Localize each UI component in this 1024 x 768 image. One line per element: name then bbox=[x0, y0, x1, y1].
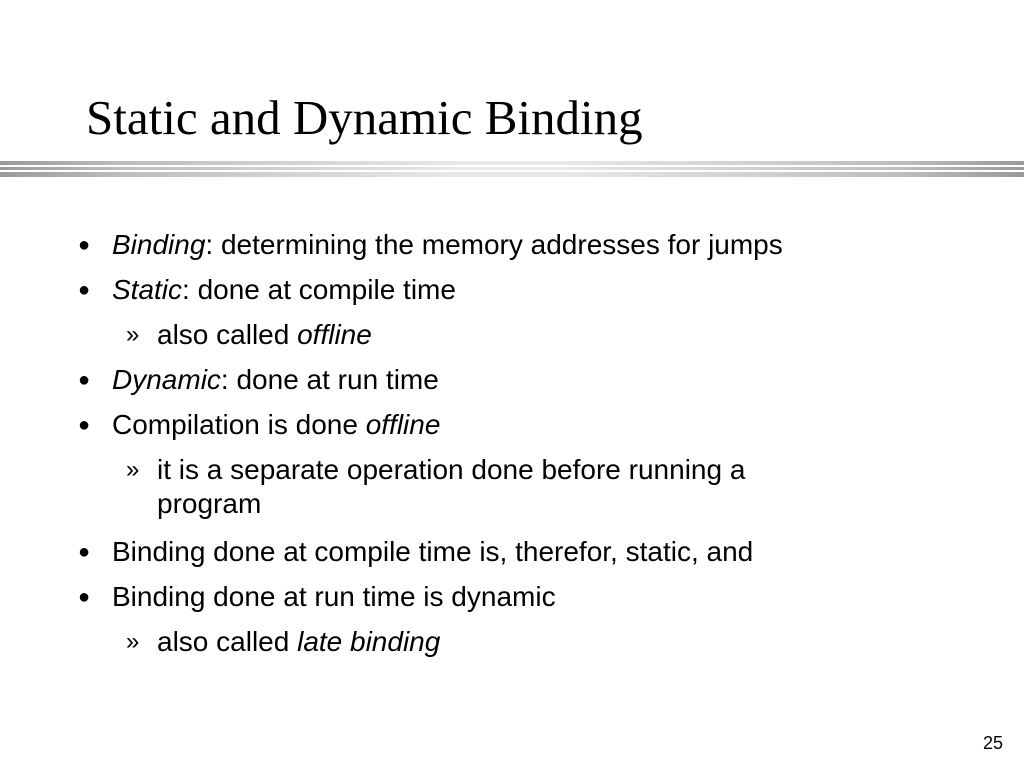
sub-bullet-text: also called bbox=[157, 319, 298, 350]
slide-title: Static and Dynamic Binding bbox=[86, 90, 643, 145]
bullet-icon: ● bbox=[78, 279, 91, 301]
sub-bullet-icon: » bbox=[126, 628, 140, 655]
term-static: Static bbox=[112, 274, 183, 305]
sub-bullet-text: also called bbox=[157, 626, 298, 657]
term-binding: Binding bbox=[112, 229, 206, 260]
term-dynamic: Dynamic bbox=[112, 364, 221, 395]
sub-bullet-icon: » bbox=[126, 456, 140, 483]
sub-bullet-icon: » bbox=[126, 321, 140, 348]
term-late-binding: late binding bbox=[297, 626, 441, 657]
bullet-static bbox=[78, 273, 456, 307]
bullet-text: : done at run time bbox=[220, 364, 439, 395]
sub-bullet-separate-operation bbox=[126, 453, 746, 521]
sub-bullet-text-line-1: it is a separate operation done before running a bbox=[157, 454, 746, 485]
term-offline: offline bbox=[297, 319, 372, 350]
sub-bullet-text-line-2: program bbox=[157, 488, 262, 519]
term-offline: offline bbox=[365, 409, 441, 440]
bullet-icon: ● bbox=[78, 541, 91, 563]
bullet-icon: ● bbox=[78, 414, 91, 436]
bullet-text: Binding done at compile time is, therefor, static, and bbox=[112, 536, 754, 567]
bullet-text: : done at compile time bbox=[182, 274, 456, 305]
sub-bullet-late-binding bbox=[126, 625, 441, 659]
sub-bullet-offline bbox=[126, 318, 372, 352]
bullet-icon: ● bbox=[78, 586, 91, 608]
bullet-text: : determining the memory addresses for jumps bbox=[205, 229, 783, 260]
bullet-icon: ● bbox=[78, 234, 91, 256]
bullet-text: Compilation is done bbox=[112, 409, 366, 440]
bullet-dynamic bbox=[78, 363, 439, 397]
bullet-binding bbox=[78, 228, 783, 262]
bullet-run-time-dynamic bbox=[78, 580, 556, 614]
bullet-compile-time-static bbox=[78, 535, 754, 569]
bullet-compilation bbox=[78, 408, 441, 442]
bullet-text: Binding done at run time is dynamic bbox=[112, 581, 556, 612]
bullet-icon: ● bbox=[78, 369, 91, 391]
page-number: 25 bbox=[982, 733, 1003, 753]
